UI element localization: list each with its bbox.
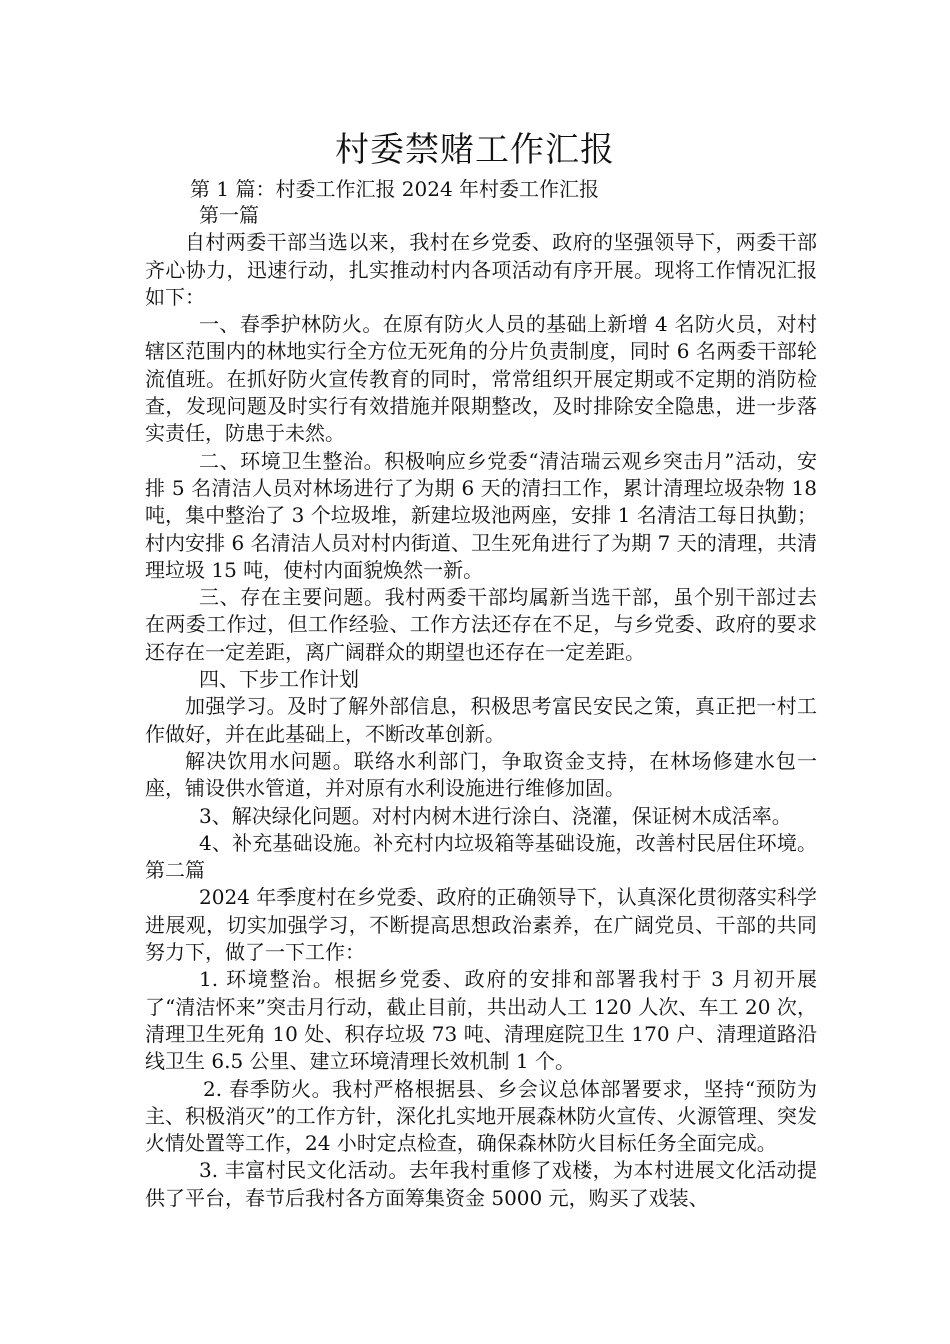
paragraph: 二、环境卫生整治。积极响应乡党委“清洁瑞云观乡突击月”活动，安排 5 名清洁人员对林场进行了为期 6 天的清扫工作，累计清理垃圾杂物 18 吨，集中整治了 3 个垃圾堆，新建垃圾池两座，安排 1 名清洁工每日执勤；村内安排 6 名清洁人员对村内街道、卫生死角进行了为期 7 天的清理，共清理垃圾 15 吨，使村内面貌焕然一新。	[145, 448, 817, 582]
paragraph: 4、补充基础设施。补充村内垃圾箱等基础设施，改善村民居住环境。第二篇	[145, 830, 817, 883]
paragraph: 1. 环境整治。根据乡党委、政府的安排和部署我村于 3 月初开展了“清洁怀来”突击月行动，截止目前，共出动人工 120 人次、车工 20 次，清理卫生死角 10 处、积存垃圾 73 吨、清理庭院卫生 170 户、清理道路沿线卫生 6.5 公里、建立环境清理长效机制 1 个。	[145, 967, 817, 1074]
paragraph: 加强学习。及时了解外部信息，积极思考富民安民之策，真正把一村工作做好，并在此基础上，不断改革创新。	[145, 694, 817, 746]
section-heading: 四、下步工作计划	[199, 667, 359, 692]
paragraph: 3、解决绿化问题。对村内树木进行涂白、浇灌，保证树木成活率。	[199, 803, 792, 828]
document-subtitle: 第 1 篇：村委工作汇报 2024 年村委工作汇报	[190, 177, 600, 201]
section-heading: 第一篇	[199, 203, 259, 227]
document-body	[145, 202, 817, 1212]
paragraph: 3. 丰富村民文化活动。去年我村重修了戏楼，为本村进展文化活动提供了平台，春节后我村各方面筹集资金 5000 元，购买了戏装、	[145, 1158, 817, 1210]
paragraph: 自村两委干部当选以来，我村在乡党委、政府的坚强领导下，两委干部齐心协力，迅速行动，扎实推动村内各项活动有序开展。现将工作情况汇报如下：	[145, 230, 817, 309]
paragraph: 三、存在主要问题。我村两委干部均属新当选干部，虽个别干部过去在两委工作过，但工作经验、工作方法还存在不足，与乡党委、政府的要求还存在一定差距，离广阔群众的期望也还存在一定差距。	[145, 585, 817, 664]
paragraph: 2. 春季防火。我村严格根据县、乡会议总体部署要求，坚持“预防为主、积极消灭”的工作方针，深化扎实地开展森林防火宣传、火源管理、突发火情处置等工作，24 小时定点检查，确保森林防火目标任务全面完成。	[145, 1076, 817, 1156]
paragraph: 解决饮用水问题。联络水利部门，争取资金支持，在林场修建水包一座，铺设供水管道，并对原有水利设施进行维修加固。	[145, 748, 817, 801]
paragraph: 2024 年季度村在乡党委、政府的正确领导下，认真深化贯彻落实科学进展观，切实加强学习，不断提高思想政治素养，在广阔党员、干部的共同努力下，做了一下工作：	[145, 885, 817, 965]
document-title: 村委禁赌工作汇报	[335, 130, 615, 170]
paragraph: 一、春季护林防火。在原有防火人员的基础上新增 4 名防火员，对村辖区范围内的林地实行全方位无死角的分片负责制度，同时 6 名两委干部轮流值班。在抓好防火宣传教育的同时，常常组织开展定期或不定期的消防检查，发现问题及时实行有效措施并限期整改，及时排除安全隐患，进一步落实责任，防患于未然。	[145, 312, 817, 446]
